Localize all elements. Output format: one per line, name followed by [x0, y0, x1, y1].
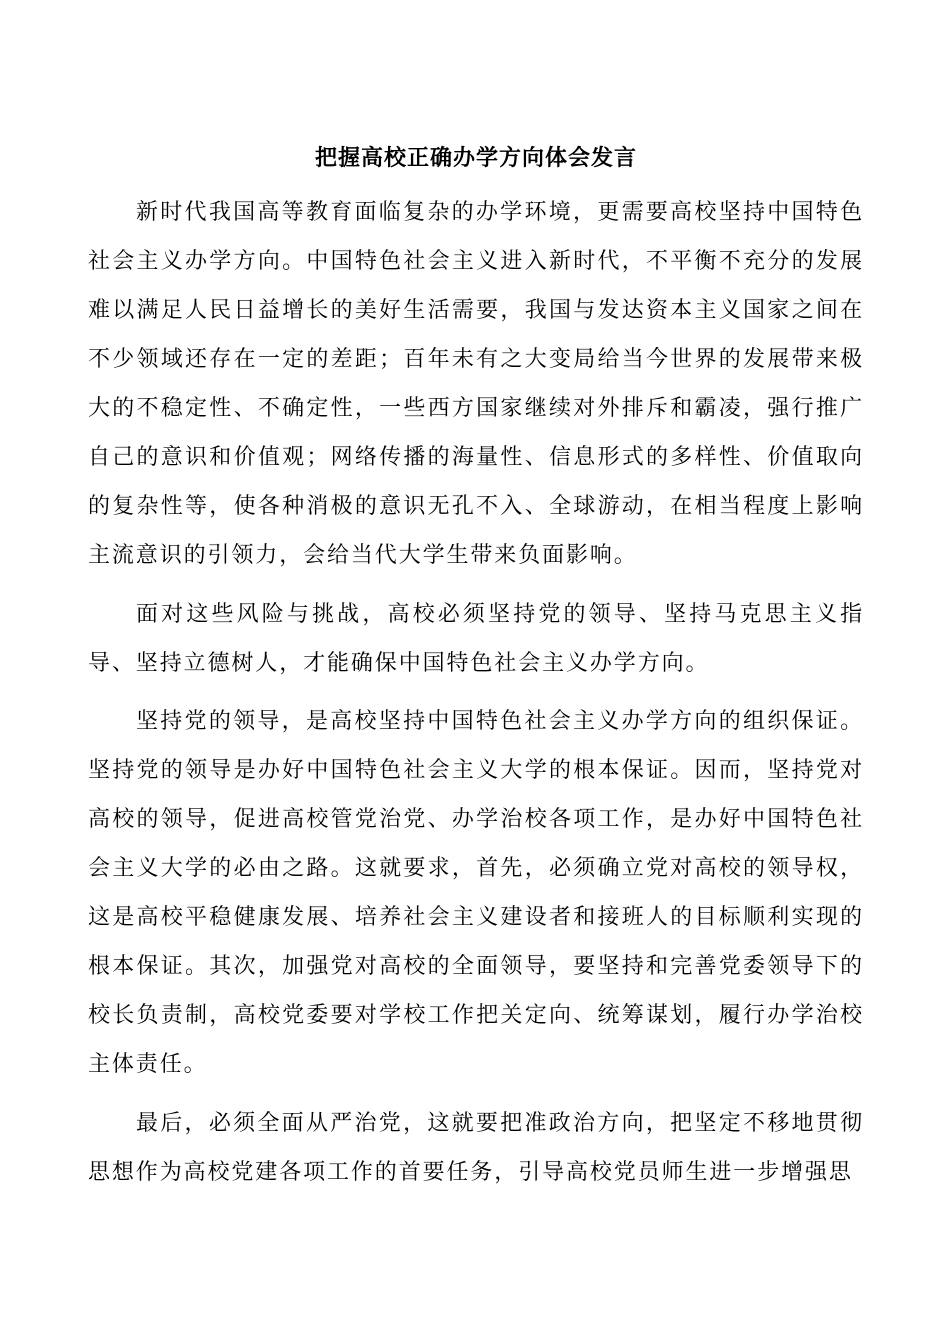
document-title: 把握高校正确办学方向体会发言 — [314, 145, 637, 171]
paragraph-1: 新时代我国高等教育面临复杂的办学环境，更需要高校坚持中国特色社会主义办学方向。中国特色社会主义进入新时代，不平衡不充分的发展难以满足人民日益增长的美好生活需要，我国与发达资本主义国家之间在不少领域还存在一定的差距；百年未有之大变局给当今世界的发展带来极大的不稳定性、不确定性，一些西方国家继续对外排斥和霸凌，强行推广自己的意识和价值观；网络传播的海量性、信息形式的多样性、价值取向的复杂性等，使各种消极的意识无孔不入、全球游动，在相当程度上影响主流意识的引领力，会给当代大学生带来负面影响。 — [88, 200, 864, 568]
paragraph-4: 最后，必须全面从严治党，这就要把准政治方向，把坚定不移地贯彻思想作为高校党建各项工作的首要任务，引导高校党员师生进一步增强思 — [88, 1111, 864, 1185]
paragraph-2: 面对这些风险与挑战，高校必须坚持党的领导、坚持马克思主义指导、坚持立德树人，才能确保中国特色社会主义办学方向。 — [88, 602, 864, 676]
paragraph-3: 坚持党的领导，是高校坚持中国特色社会主义办学方向的组织保证。坚持党的领导是办好中国特色社会主义大学的根本保证。因而，坚持党对高校的领导，促进高校管党治党、办学治校各项工作，是办好中国特色社会主义大学的必由之路。这就要求，首先，必须确立党对高校的领导权，这是高校平稳健康发展、培养社会主义建设者和接班人的目标顺利实现的根本保证。其次，加强党对高校的全面领导，要坚持和完善党委领导下的校长负责制，高校党委要对学校工作把关定向、统筹谋划，履行办学治校主体责任。 — [88, 709, 864, 1077]
